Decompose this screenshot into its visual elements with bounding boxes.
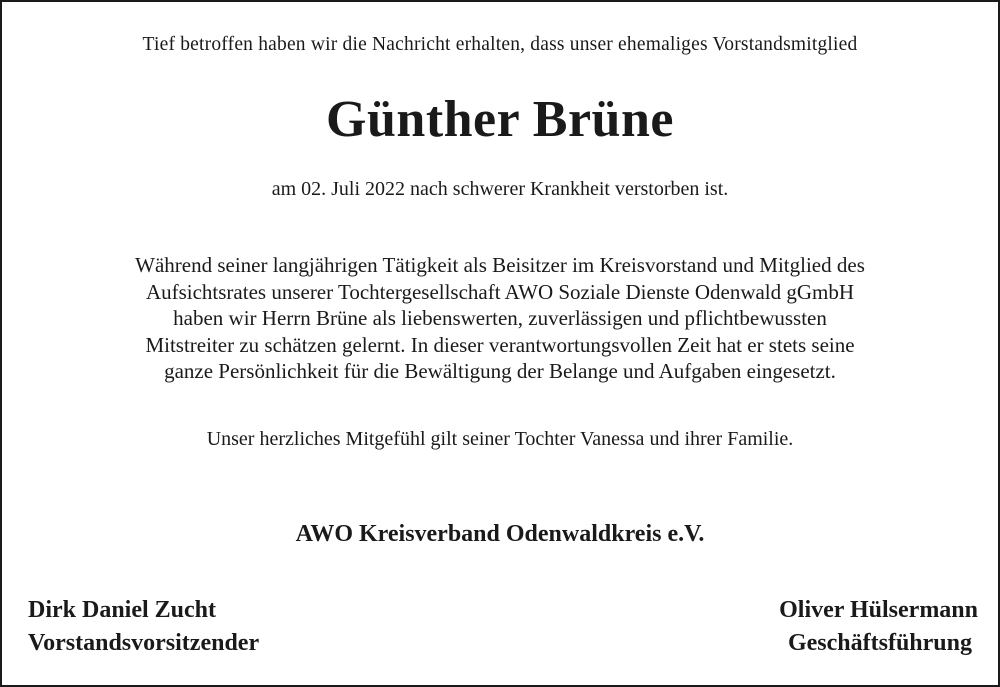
signatory-name: Oliver Hülsermann	[779, 597, 978, 623]
signatory-right	[779, 594, 978, 660]
organization-name: AWO Kreisverband Odenwaldkreis e.V.	[295, 521, 705, 547]
tribute-line: Aufsichtsrates unserer Tochtergesellschaft AWO Soziale Dienste Odenwald gGmbH	[145, 279, 855, 304]
condolence-text: Unser herzliches Mitgefühl gilt seiner Tochter Vanessa und ihrer Familie.	[206, 428, 794, 450]
death-date-line: am 02. Juli 2022 nach schwerer Krankheit verstorben ist.	[271, 178, 729, 200]
signatory-name: Dirk Daniel Zucht	[28, 597, 217, 623]
intro-text: Tief betroffen haben wir die Nachricht erhalten, dass unser ehemaliges Vorstandsmitglied	[142, 34, 858, 55]
signatory-left	[28, 594, 259, 660]
tribute-line: Mitstreiter zu schätzen gelernt. In dieser verantwortungsvollen Zeit hat er stets seine	[145, 332, 855, 357]
signatory-role: Vorstandsvorsitzender	[28, 630, 260, 656]
deceased-name: Günther Brüne	[326, 91, 674, 148]
tribute-line: haben wir Herrn Brüne als liebenswerten, zuverlässigen und pflichtbewussten	[173, 306, 827, 330]
tribute-line: Während seiner langjährigen Tätigkeit als Beisitzer im Kreisvorstand und Mitglied des	[135, 253, 865, 277]
tribute-paragraph	[2, 252, 998, 385]
tribute-line: ganze Persönlichkeit für die Bewältigung der Belange und Aufgaben eingesetzt.	[164, 359, 836, 383]
signatory-role: Geschäftsführung	[787, 630, 972, 656]
